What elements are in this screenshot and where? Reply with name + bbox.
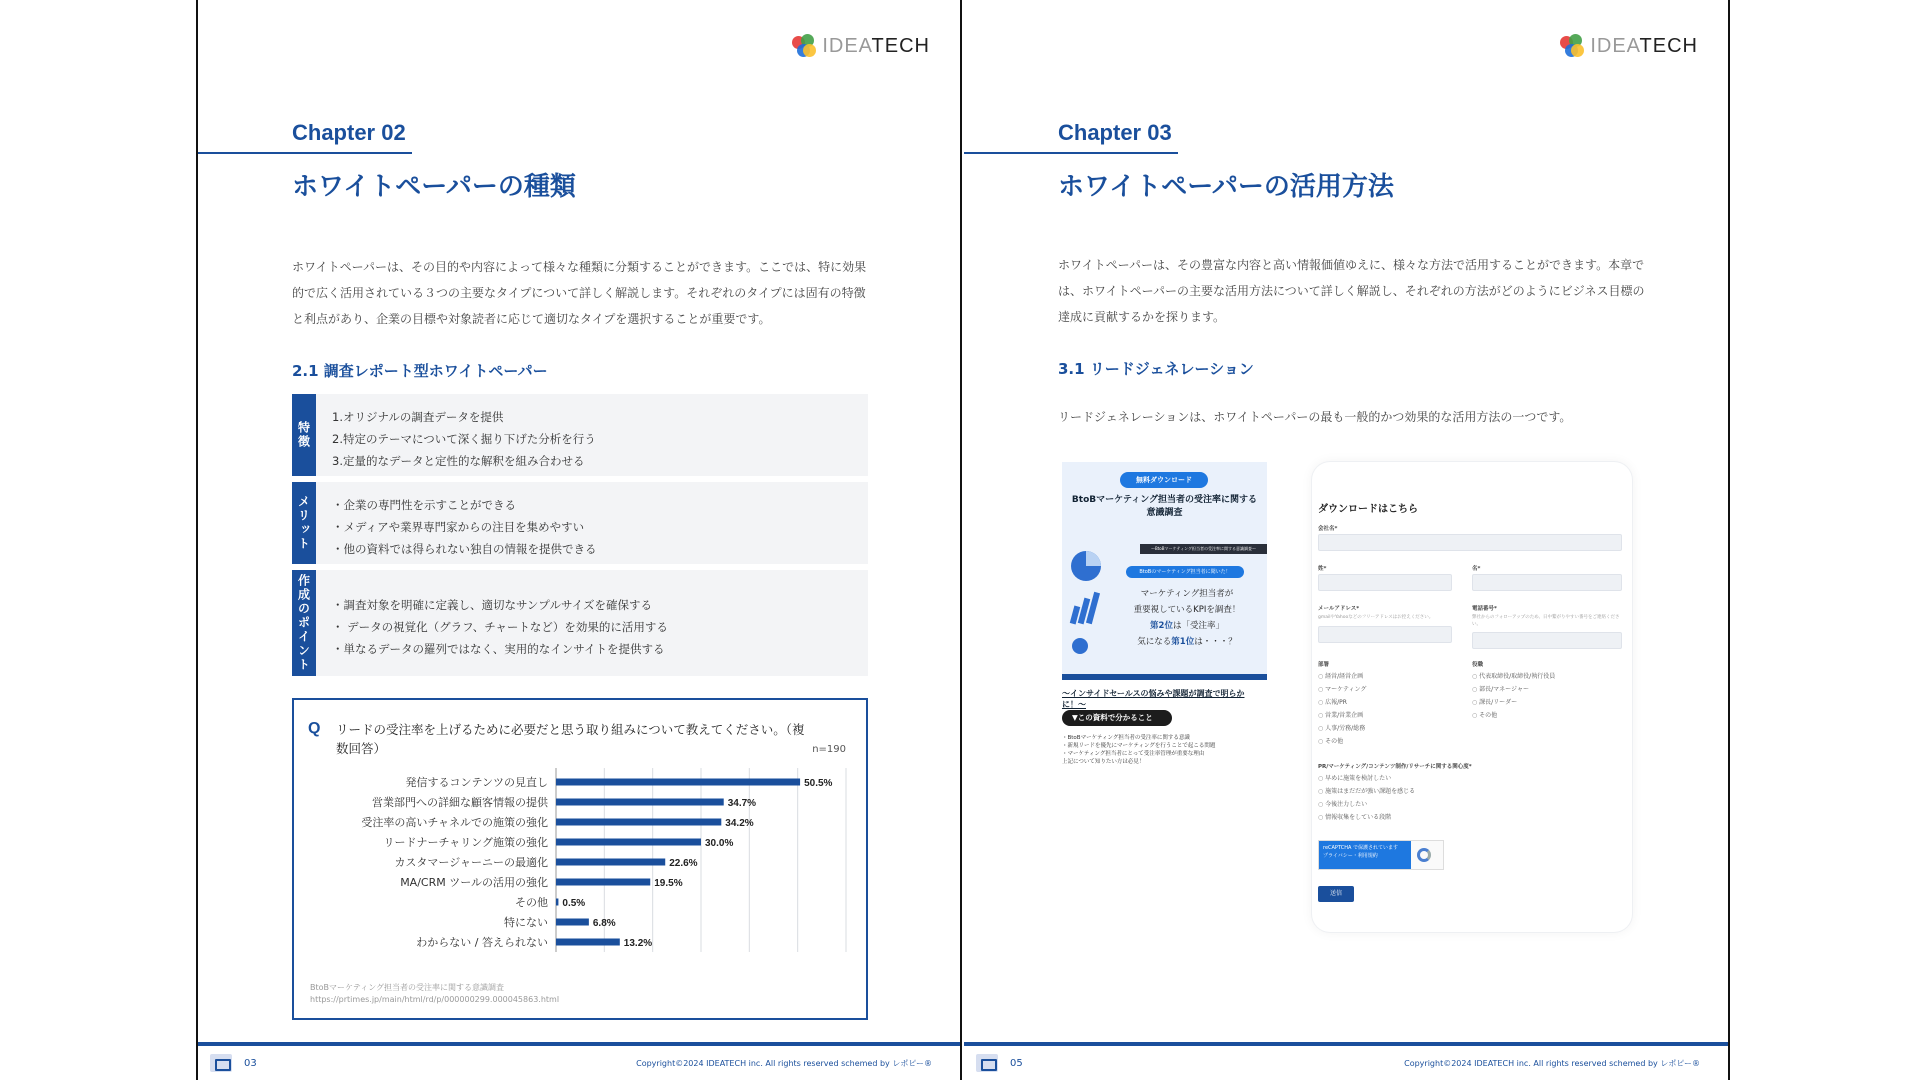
lp-benefit-list bbox=[1062, 734, 1267, 766]
company-label: 会社名* bbox=[1318, 526, 1338, 532]
source-url: https://prtimes.jp/main/html/rd/p/000000299.000045863.html bbox=[310, 995, 560, 1004]
radio-option: ○ 広報/PR bbox=[1318, 696, 1366, 709]
list-item: 上記について知りたい方は必見！ bbox=[1062, 759, 1145, 765]
recaptcha-widget bbox=[1318, 840, 1444, 870]
feature-tag: メリット bbox=[292, 482, 316, 564]
bar bbox=[556, 779, 800, 786]
page-footer bbox=[198, 1046, 960, 1080]
role-label: 役職 bbox=[1472, 662, 1484, 668]
radio-option: ○ 課長/リーダー bbox=[1472, 696, 1555, 709]
list-item: ・BtoBマーケティング担当者の受注率に関する意識 bbox=[1062, 735, 1190, 741]
data-label: 22.6% bbox=[669, 858, 698, 869]
department-options bbox=[1318, 670, 1366, 748]
bar bbox=[556, 819, 721, 826]
section-heading: 3.1 リードジェネレーション bbox=[1058, 360, 1254, 378]
landing-page-preview bbox=[1062, 462, 1267, 774]
radio-option: ○ 早めに施策を検討したい bbox=[1318, 772, 1415, 785]
bar bbox=[556, 919, 589, 926]
chapter-underline bbox=[198, 152, 412, 154]
radio-option: ○ 代表取締役/取締役/執行役員 bbox=[1472, 670, 1555, 683]
copyright: Copyright©2024 IDEATECH inc. All rights reserved schemed by レポピー® bbox=[1404, 1058, 1700, 1068]
radio-option: ○ 今後注力したい bbox=[1318, 798, 1415, 811]
feature-item: 3.定量的なデータと定性的な解釈を組み合わせる bbox=[332, 454, 585, 468]
phone-field bbox=[1472, 632, 1622, 649]
logo-suffix: TECH bbox=[871, 34, 930, 57]
question-text: リードの受注率を上げるために必要だと思う取り組みについて教えてください。（複数回答） bbox=[336, 722, 805, 756]
survey-bar-chart bbox=[294, 700, 866, 980]
data-label: 50.5% bbox=[804, 778, 833, 789]
category-label: リードナーチャリング施策の強化 bbox=[383, 836, 548, 849]
ideatech-logo bbox=[1560, 32, 1698, 60]
radio-option: ○ 経営/経営企画 bbox=[1318, 670, 1366, 683]
data-label: 30.0% bbox=[705, 838, 734, 849]
feature-block-tips bbox=[292, 570, 868, 676]
sample-size: n=190 bbox=[812, 744, 846, 755]
feature-item: 1.オリジナルの調査データを提供 bbox=[332, 410, 504, 424]
feature-tag: 特徴 bbox=[292, 394, 316, 476]
chapter-label: Chapter 03 bbox=[1058, 120, 1172, 145]
category-label: 発信するコンテンツの見直し bbox=[405, 776, 548, 789]
lp-title: BtoBマーケティング担当者の受注率に関する意識調査 bbox=[1071, 495, 1258, 518]
captcha-text: reCAPTCHA で保護されています bbox=[1323, 845, 1398, 851]
bar bbox=[556, 839, 701, 846]
interest-options bbox=[1318, 772, 1415, 824]
feature-item: ・ データの視覚化（グラフ、チャートなど）を効果的に活用する bbox=[332, 620, 668, 634]
bar bbox=[556, 879, 650, 886]
feature-tag: 作成のポイント bbox=[292, 570, 316, 676]
department-label: 部署 bbox=[1318, 662, 1330, 668]
category-label: わからない / 答えられない bbox=[416, 936, 548, 949]
category-label: 受注率の高いチャネルでの施策の強化 bbox=[361, 816, 548, 829]
feature-block-merits bbox=[292, 482, 868, 564]
email-field bbox=[1318, 626, 1452, 643]
category-label: カスタマージャーニーの最適化 bbox=[394, 856, 548, 869]
recaptcha-icon bbox=[1417, 848, 1431, 862]
list-item: ・マーケティング担当者にとって受注率管理が重要な理由 bbox=[1062, 751, 1205, 757]
page-number: 03 bbox=[244, 1057, 257, 1069]
radio-option: ○ その他 bbox=[1472, 709, 1555, 722]
feature-item: ・企業の専門性を示すことができる bbox=[332, 498, 516, 512]
data-label: 34.7% bbox=[727, 798, 757, 809]
feature-item: ・メディアや業界専門家からの注目を集めやすい bbox=[332, 520, 585, 534]
data-label: 6.8% bbox=[592, 918, 616, 929]
page-title: ホワイトペーパーの種類 bbox=[292, 172, 576, 202]
intro-paragraph: ホワイトペーパーは、その目的や内容によって様々な種類に分類することができます。ここでは、特に効果的で広く活用されている３つの主要なタイプについて詳しく解説します。それぞれのタイプには固有の特徴と利点があり、企業の目標や対象読者に応じて適切なタイプを選択することが重要です。 bbox=[292, 260, 867, 326]
phone-label: 電話番号* bbox=[1472, 606, 1497, 612]
category-label: MA/CRM ツールの活用の強化 bbox=[400, 876, 548, 889]
feature-list bbox=[316, 394, 612, 476]
source-title: BtoBマーケティング担当者の受注率に関する意識調査 bbox=[310, 983, 505, 992]
ideatech-logo-icon bbox=[1560, 34, 1584, 58]
feature-item: ・単なるデータの羅列ではなく、実用的なインサイトを提供する bbox=[332, 642, 665, 656]
page-footer bbox=[964, 1046, 1728, 1080]
chart-illustration-icon bbox=[1066, 546, 1110, 666]
lp-band: 〜BtoBマーケティング担当者の受注率に関する意識調査〜 bbox=[1140, 544, 1267, 554]
radio-option: ○ その他 bbox=[1318, 735, 1366, 748]
bar bbox=[556, 939, 620, 946]
lp-line: 気になる bbox=[1137, 637, 1172, 647]
bar bbox=[556, 899, 558, 906]
chart-source bbox=[310, 982, 559, 1006]
ideatech-logo bbox=[792, 32, 930, 60]
feature-list bbox=[316, 482, 613, 564]
feature-item: ・他の資料では得られない独自の情報を提供できる bbox=[332, 542, 597, 556]
form-heading: ダウンロードはこちら bbox=[1318, 504, 1418, 515]
last-name-label: 姓* bbox=[1318, 566, 1327, 572]
lp-hero bbox=[1062, 462, 1267, 680]
logo-prefix: IDEA bbox=[1590, 34, 1640, 57]
feature-block-characteristics bbox=[292, 394, 868, 476]
category-label: その他 bbox=[515, 896, 548, 909]
bar bbox=[556, 799, 724, 806]
logo-prefix: IDEA bbox=[822, 34, 872, 57]
radio-option: ○ マーケティング bbox=[1318, 683, 1366, 696]
lp-learn-button: ▼この資料で分かること bbox=[1062, 710, 1172, 726]
page-05 bbox=[964, 0, 1730, 1080]
role-options bbox=[1472, 670, 1555, 722]
section-heading: 2.1 調査レポート型ホワイトペーパー bbox=[292, 362, 548, 380]
interest-label: PR/マーケティング/コンテンツ制作/リサーチに関する関心度* bbox=[1318, 764, 1472, 770]
lp-line: マーケティング担当者が bbox=[1140, 589, 1234, 599]
data-label: 0.5% bbox=[562, 898, 586, 909]
slide-icon bbox=[976, 1054, 998, 1072]
lp-pill: BtoBのマーケティング担当者に聞いた！ bbox=[1126, 566, 1244, 578]
radio-option: ○ 営業/営業企画 bbox=[1318, 709, 1366, 722]
category-label: 営業部門への詳細な顧客情報の提供 bbox=[372, 796, 548, 809]
download-form-preview bbox=[1312, 462, 1632, 932]
data-label: 19.5% bbox=[654, 878, 683, 889]
radio-option: ○ 情報収集をしている段階 bbox=[1318, 811, 1415, 824]
phone-note: 弊社からのフォローアップのため、日中繋がりやすい番号をご連絡ください。 bbox=[1472, 615, 1620, 627]
captcha-sub: プライバシー・利用規約 bbox=[1323, 853, 1378, 859]
page-03 bbox=[196, 0, 962, 1080]
radio-option: ○ 人事/労務/総務 bbox=[1318, 722, 1366, 735]
email-note: gmailやYahooなどのフリーアドレスはお控えください。 bbox=[1318, 615, 1434, 620]
radio-option: ○ 部長/マネージャー bbox=[1472, 683, 1555, 696]
feature-item: 2.特定のテーマについて深く掘り下げた分析を行う bbox=[332, 432, 596, 446]
first-name-label: 名* bbox=[1472, 566, 1481, 572]
chapter-label: Chapter 02 bbox=[292, 120, 406, 145]
section-paragraph: リードジェネレーションは、ホワイトペーパーの最も一般的かつ効果的な活用方法の一つです。 bbox=[1058, 410, 1572, 424]
intro-paragraph: ホワイトペーパーは、その豊富な内容と高い情報価値ゆえに、様々な方法で活用することができます。本章では、ホワイトペーパーの主要な活用方法について詳しく解説し、それぞれの方法がどのようにビジネス目標の達成に貢献するかを探ります。 bbox=[1058, 258, 1645, 324]
last-name-field bbox=[1318, 574, 1452, 591]
bar bbox=[556, 859, 665, 866]
lp-rank-1: 第1位 bbox=[1171, 637, 1195, 647]
q-mark: Q bbox=[308, 720, 321, 737]
lp-line: は「受注率」 bbox=[1172, 621, 1224, 631]
slide-icon bbox=[210, 1054, 232, 1072]
page-number: 05 bbox=[1010, 1057, 1023, 1069]
lp-line: 重要視しているKPIを調査！ bbox=[1133, 605, 1241, 615]
category-label: 特にない bbox=[504, 916, 548, 929]
ideatech-logo-icon bbox=[792, 34, 816, 58]
lp-headline bbox=[1112, 586, 1262, 650]
radio-option: ○ 施策はまだだが強い課題を感じる bbox=[1318, 785, 1415, 798]
company-field bbox=[1318, 534, 1622, 551]
data-label: 13.2% bbox=[623, 938, 653, 949]
free-download-badge: 無料ダウンロード bbox=[1120, 472, 1208, 488]
list-item: ・新規リードを優先にマーケティングを行うことで起こる問題 bbox=[1062, 743, 1216, 749]
lp-line: は・・・？ bbox=[1194, 637, 1237, 647]
email-label: メールアドレス* bbox=[1318, 606, 1360, 612]
submit-button: 送信 bbox=[1318, 886, 1354, 902]
logo-suffix: TECH bbox=[1639, 34, 1698, 57]
survey-question-box bbox=[292, 698, 868, 1020]
first-name-field bbox=[1472, 574, 1622, 591]
lp-rank-2: 第2位 bbox=[1150, 621, 1173, 631]
page-title: ホワイトペーパーの活用方法 bbox=[1058, 172, 1394, 202]
feature-list bbox=[316, 570, 684, 676]
copyright: Copyright©2024 IDEATECH inc. All rights reserved schemed by レポピー® bbox=[636, 1058, 932, 1068]
chapter-underline bbox=[964, 152, 1178, 154]
lp-subtitle: 〜インサイドセールスの悩みや課題が調査で明らかに！〜 bbox=[1062, 689, 1245, 709]
data-label: 34.2% bbox=[725, 818, 754, 829]
feature-item: ・調査対象を明確に定義し、適切なサンプルサイズを確保する bbox=[332, 598, 653, 612]
